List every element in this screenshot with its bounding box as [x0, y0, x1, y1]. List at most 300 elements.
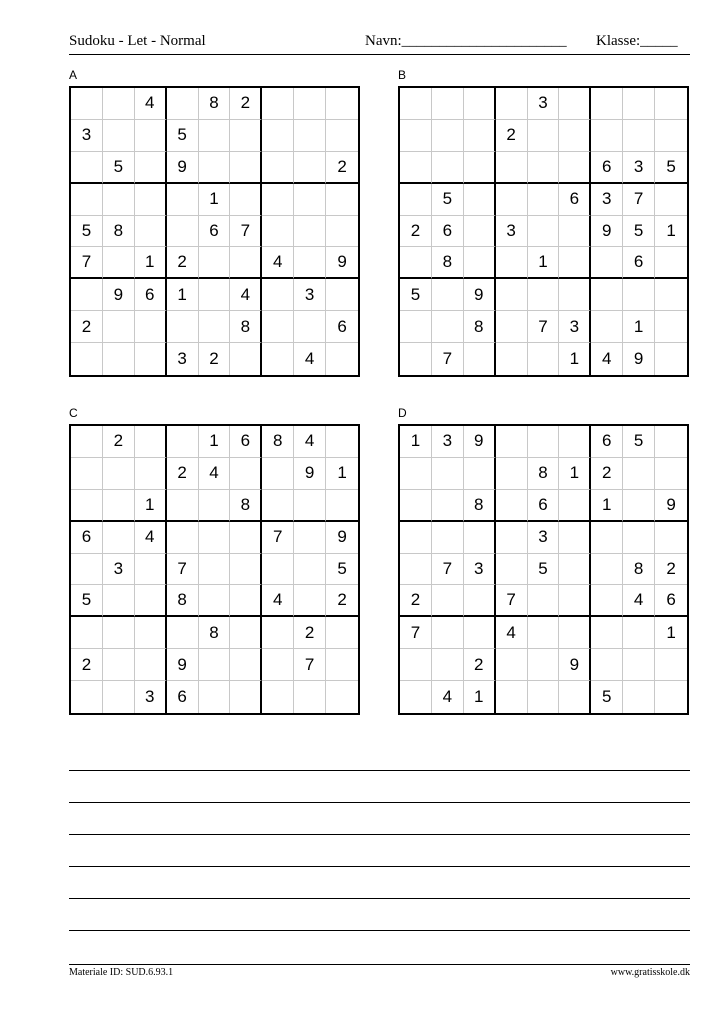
sudoku-cell[interactable]: 9: [464, 279, 496, 311]
sudoku-cell[interactable]: [135, 311, 167, 343]
sudoku-cell[interactable]: [432, 649, 464, 681]
sudoku-cell[interactable]: [655, 458, 687, 490]
sudoku-cell[interactable]: [326, 681, 358, 713]
sudoku-cell[interactable]: 5: [71, 585, 103, 617]
sudoku-cell[interactable]: 2: [103, 426, 135, 458]
sudoku-cell[interactable]: 4: [135, 522, 167, 554]
sudoku-cell[interactable]: 7: [432, 343, 464, 375]
sudoku-cell[interactable]: 8: [230, 490, 262, 522]
sudoku-cell[interactable]: [400, 152, 432, 184]
sudoku-cell[interactable]: [528, 585, 560, 617]
sudoku-cell[interactable]: [400, 343, 432, 375]
sudoku-cell[interactable]: [496, 490, 528, 522]
sudoku-cell[interactable]: [230, 681, 262, 713]
sudoku-cell[interactable]: [326, 279, 358, 311]
sudoku-cell[interactable]: [559, 152, 591, 184]
sudoku-cell[interactable]: [496, 649, 528, 681]
sudoku-cell[interactable]: 8: [623, 554, 655, 586]
sudoku-cell[interactable]: 1: [655, 216, 687, 248]
sudoku-cell[interactable]: 7: [294, 649, 326, 681]
sudoku-cell[interactable]: 2: [294, 617, 326, 649]
sudoku-cell[interactable]: [199, 120, 231, 152]
sudoku-cell[interactable]: [464, 247, 496, 279]
sudoku-cell[interactable]: 1: [655, 617, 687, 649]
sudoku-cell[interactable]: 8: [464, 490, 496, 522]
sudoku-cell[interactable]: [326, 426, 358, 458]
sudoku-cell[interactable]: [71, 426, 103, 458]
sudoku-cell[interactable]: 1: [135, 247, 167, 279]
sudoku-cell[interactable]: 7: [623, 184, 655, 216]
sudoku-cell[interactable]: [71, 279, 103, 311]
sudoku-cell[interactable]: 3: [294, 279, 326, 311]
sudoku-cell[interactable]: [71, 554, 103, 586]
sudoku-cell[interactable]: 1: [559, 458, 591, 490]
sudoku-cell[interactable]: [230, 120, 262, 152]
sudoku-cell[interactable]: 7: [230, 216, 262, 248]
sudoku-cell[interactable]: 4: [496, 617, 528, 649]
sudoku-cell[interactable]: [655, 279, 687, 311]
sudoku-cell[interactable]: [591, 247, 623, 279]
sudoku-cell[interactable]: 3: [167, 343, 199, 375]
sudoku-cell[interactable]: [528, 120, 560, 152]
sudoku-cell[interactable]: 1: [135, 490, 167, 522]
sudoku-cell[interactable]: [559, 426, 591, 458]
sudoku-cell[interactable]: [496, 554, 528, 586]
sudoku-cell[interactable]: 6: [623, 247, 655, 279]
sudoku-cell[interactable]: 4: [294, 426, 326, 458]
sudoku-cell[interactable]: [135, 216, 167, 248]
sudoku-cell[interactable]: [326, 343, 358, 375]
sudoku-cell[interactable]: [135, 617, 167, 649]
sudoku-cell[interactable]: 6: [167, 681, 199, 713]
sudoku-cell[interactable]: [167, 311, 199, 343]
sudoku-cell[interactable]: [230, 152, 262, 184]
sudoku-cell[interactable]: [262, 649, 294, 681]
sudoku-cell[interactable]: 2: [167, 247, 199, 279]
sudoku-cell[interactable]: [326, 184, 358, 216]
sudoku-cell[interactable]: [103, 617, 135, 649]
sudoku-cell[interactable]: [528, 184, 560, 216]
sudoku-cell[interactable]: 5: [432, 184, 464, 216]
sudoku-cell[interactable]: 4: [623, 585, 655, 617]
sudoku-cell[interactable]: [400, 88, 432, 120]
sudoku-cell[interactable]: [464, 152, 496, 184]
sudoku-cell[interactable]: [326, 490, 358, 522]
sudoku-cell[interactable]: 6: [199, 216, 231, 248]
sudoku-cell[interactable]: [528, 617, 560, 649]
sudoku-cell[interactable]: [432, 311, 464, 343]
sudoku-cell[interactable]: [400, 247, 432, 279]
sudoku-cell[interactable]: 1: [528, 247, 560, 279]
sudoku-cell[interactable]: [135, 184, 167, 216]
sudoku-cell[interactable]: [559, 247, 591, 279]
sudoku-cell[interactable]: 2: [400, 585, 432, 617]
sudoku-cell[interactable]: [559, 88, 591, 120]
sudoku-cell[interactable]: [199, 279, 231, 311]
sudoku-cell[interactable]: 7: [400, 617, 432, 649]
sudoku-cell[interactable]: [528, 343, 560, 375]
sudoku-cell[interactable]: [496, 458, 528, 490]
sudoku-cell[interactable]: 2: [71, 311, 103, 343]
sudoku-cell[interactable]: [432, 490, 464, 522]
sudoku-cell[interactable]: [655, 343, 687, 375]
sudoku-cell[interactable]: [230, 554, 262, 586]
sudoku-cell[interactable]: 3: [528, 88, 560, 120]
sudoku-cell[interactable]: 9: [591, 216, 623, 248]
sudoku-cell[interactable]: [464, 216, 496, 248]
sudoku-cell[interactable]: [294, 216, 326, 248]
sudoku-cell[interactable]: 3: [432, 426, 464, 458]
sudoku-cell[interactable]: [135, 585, 167, 617]
sudoku-cell[interactable]: 3: [464, 554, 496, 586]
sudoku-cell[interactable]: [591, 617, 623, 649]
sudoku-cell[interactable]: [591, 311, 623, 343]
sudoku-cell[interactable]: 1: [400, 426, 432, 458]
sudoku-cell[interactable]: 6: [655, 585, 687, 617]
sudoku-cell[interactable]: 1: [591, 490, 623, 522]
sudoku-cell[interactable]: 8: [167, 585, 199, 617]
sudoku-cell[interactable]: 2: [496, 120, 528, 152]
sudoku-cell[interactable]: 2: [167, 458, 199, 490]
sudoku-cell[interactable]: [262, 311, 294, 343]
sudoku-cell[interactable]: [655, 311, 687, 343]
sudoku-cell[interactable]: [71, 343, 103, 375]
sudoku-cell[interactable]: [623, 617, 655, 649]
sudoku-cell[interactable]: [496, 88, 528, 120]
sudoku-cell[interactable]: 3: [135, 681, 167, 713]
sudoku-cell[interactable]: [432, 585, 464, 617]
sudoku-cell[interactable]: 8: [199, 617, 231, 649]
sudoku-cell[interactable]: [559, 216, 591, 248]
sudoku-cell[interactable]: 7: [262, 522, 294, 554]
sudoku-cell[interactable]: [326, 88, 358, 120]
sudoku-cell[interactable]: [655, 88, 687, 120]
sudoku-cell[interactable]: [71, 458, 103, 490]
sudoku-cell[interactable]: [400, 490, 432, 522]
sudoku-cell[interactable]: 3: [559, 311, 591, 343]
sudoku-cell[interactable]: [464, 522, 496, 554]
sudoku-cell[interactable]: [591, 554, 623, 586]
sudoku-cell[interactable]: [294, 247, 326, 279]
sudoku-cell[interactable]: 4: [262, 247, 294, 279]
sudoku-cell[interactable]: [655, 426, 687, 458]
sudoku-cell[interactable]: [400, 681, 432, 713]
sudoku-cell[interactable]: [464, 585, 496, 617]
sudoku-cell[interactable]: [167, 216, 199, 248]
sudoku-cell[interactable]: [103, 681, 135, 713]
sudoku-cell[interactable]: [496, 681, 528, 713]
sudoku-cell[interactable]: [559, 120, 591, 152]
sudoku-cell[interactable]: [230, 247, 262, 279]
sudoku-cell[interactable]: [496, 311, 528, 343]
sudoku-cell[interactable]: 5: [167, 120, 199, 152]
sudoku-cell[interactable]: [294, 152, 326, 184]
sudoku-cell[interactable]: [199, 522, 231, 554]
sudoku-cell[interactable]: [199, 585, 231, 617]
sudoku-cell[interactable]: [135, 152, 167, 184]
sudoku-cell[interactable]: [496, 152, 528, 184]
sudoku-cell[interactable]: 6: [591, 152, 623, 184]
sudoku-cell[interactable]: [591, 585, 623, 617]
sudoku-cell[interactable]: [496, 247, 528, 279]
sudoku-cell[interactable]: [432, 152, 464, 184]
sudoku-cell[interactable]: 2: [199, 343, 231, 375]
sudoku-cell[interactable]: 4: [432, 681, 464, 713]
sudoku-cell[interactable]: [262, 88, 294, 120]
sudoku-cell[interactable]: [262, 617, 294, 649]
sudoku-cell[interactable]: 6: [432, 216, 464, 248]
sudoku-cell[interactable]: [167, 88, 199, 120]
sudoku-cell[interactable]: [326, 216, 358, 248]
sudoku-cell[interactable]: [432, 458, 464, 490]
sudoku-cell[interactable]: [103, 343, 135, 375]
sudoku-cell[interactable]: [591, 522, 623, 554]
sudoku-cell[interactable]: [559, 585, 591, 617]
sudoku-cell[interactable]: 4: [262, 585, 294, 617]
sudoku-cell[interactable]: 3: [71, 120, 103, 152]
sudoku-cell[interactable]: [432, 617, 464, 649]
sudoku-cell[interactable]: 5: [528, 554, 560, 586]
sudoku-cell[interactable]: [294, 88, 326, 120]
sudoku-cell[interactable]: 5: [326, 554, 358, 586]
sudoku-cell[interactable]: [262, 184, 294, 216]
sudoku-cell[interactable]: [103, 311, 135, 343]
sudoku-cell[interactable]: 7: [496, 585, 528, 617]
sudoku-cell[interactable]: [623, 458, 655, 490]
sudoku-cell[interactable]: [623, 120, 655, 152]
sudoku-cell[interactable]: [400, 522, 432, 554]
sudoku-cell[interactable]: [230, 343, 262, 375]
sudoku-cell[interactable]: 8: [199, 88, 231, 120]
sudoku-cell[interactable]: 1: [199, 426, 231, 458]
sudoku-cell[interactable]: 4: [230, 279, 262, 311]
sudoku-cell[interactable]: 2: [71, 649, 103, 681]
sudoku-cell[interactable]: 3: [496, 216, 528, 248]
sudoku-cell[interactable]: [400, 120, 432, 152]
sudoku-cell[interactable]: 7: [432, 554, 464, 586]
sudoku-cell[interactable]: 5: [623, 426, 655, 458]
sudoku-cell[interactable]: [262, 458, 294, 490]
sudoku-cell[interactable]: [655, 184, 687, 216]
sudoku-cell[interactable]: [262, 343, 294, 375]
sudoku-cell[interactable]: 4: [199, 458, 231, 490]
sudoku-cell[interactable]: [400, 311, 432, 343]
sudoku-cell[interactable]: [326, 617, 358, 649]
sudoku-cell[interactable]: 6: [591, 426, 623, 458]
sudoku-cell[interactable]: 2: [400, 216, 432, 248]
sudoku-cell[interactable]: [135, 458, 167, 490]
sudoku-cell[interactable]: 9: [464, 426, 496, 458]
sudoku-cell[interactable]: 4: [591, 343, 623, 375]
sudoku-cell[interactable]: 9: [326, 247, 358, 279]
sudoku-cell[interactable]: [135, 554, 167, 586]
sudoku-cell[interactable]: [655, 247, 687, 279]
sudoku-cell[interactable]: [623, 649, 655, 681]
sudoku-cell[interactable]: [230, 585, 262, 617]
sudoku-cell[interactable]: [71, 617, 103, 649]
sudoku-cell[interactable]: 2: [655, 554, 687, 586]
sudoku-cell[interactable]: 4: [135, 88, 167, 120]
sudoku-cell[interactable]: 9: [655, 490, 687, 522]
sudoku-cell[interactable]: 9: [623, 343, 655, 375]
sudoku-cell[interactable]: [655, 681, 687, 713]
sudoku-cell[interactable]: [294, 585, 326, 617]
sudoku-cell[interactable]: [199, 247, 231, 279]
sudoku-cell[interactable]: 8: [262, 426, 294, 458]
sudoku-cell[interactable]: [167, 522, 199, 554]
sudoku-cell[interactable]: [559, 681, 591, 713]
sudoku-cell[interactable]: 5: [591, 681, 623, 713]
sudoku-cell[interactable]: [326, 120, 358, 152]
sudoku-cell[interactable]: [294, 522, 326, 554]
sudoku-cell[interactable]: 2: [464, 649, 496, 681]
sudoku-cell[interactable]: [71, 184, 103, 216]
sudoku-cell[interactable]: 3: [623, 152, 655, 184]
sudoku-cell[interactable]: [528, 681, 560, 713]
sudoku-cell[interactable]: 7: [528, 311, 560, 343]
sudoku-cell[interactable]: [135, 649, 167, 681]
sudoku-cell[interactable]: 3: [528, 522, 560, 554]
sudoku-cell[interactable]: [623, 681, 655, 713]
sudoku-cell[interactable]: [135, 426, 167, 458]
sudoku-cell[interactable]: [103, 120, 135, 152]
sudoku-cell[interactable]: 6: [71, 522, 103, 554]
sudoku-cell[interactable]: [199, 152, 231, 184]
sudoku-cell[interactable]: 4: [294, 343, 326, 375]
sudoku-cell[interactable]: 2: [591, 458, 623, 490]
sudoku-cell[interactable]: 5: [655, 152, 687, 184]
sudoku-cell[interactable]: 8: [528, 458, 560, 490]
sudoku-cell[interactable]: [464, 617, 496, 649]
sudoku-cell[interactable]: [559, 490, 591, 522]
sudoku-cell[interactable]: 1: [326, 458, 358, 490]
sudoku-cell[interactable]: [496, 343, 528, 375]
sudoku-cell[interactable]: 1: [559, 343, 591, 375]
sudoku-cell[interactable]: [559, 554, 591, 586]
sudoku-cell[interactable]: [199, 554, 231, 586]
sudoku-cell[interactable]: [262, 490, 294, 522]
sudoku-cell[interactable]: [103, 458, 135, 490]
sudoku-cell[interactable]: 9: [294, 458, 326, 490]
sudoku-cell[interactable]: [167, 184, 199, 216]
sudoku-cell[interactable]: [400, 649, 432, 681]
sudoku-cell[interactable]: [528, 152, 560, 184]
sudoku-cell[interactable]: 6: [559, 184, 591, 216]
sudoku-cell[interactable]: [400, 184, 432, 216]
sudoku-cell[interactable]: [199, 311, 231, 343]
sudoku-cell[interactable]: 9: [559, 649, 591, 681]
sudoku-cell[interactable]: [167, 490, 199, 522]
sudoku-cell[interactable]: 9: [167, 649, 199, 681]
sudoku-cell[interactable]: [103, 88, 135, 120]
sudoku-cell[interactable]: 5: [103, 152, 135, 184]
sudoku-cell[interactable]: [262, 120, 294, 152]
sudoku-cell[interactable]: 8: [230, 311, 262, 343]
sudoku-cell[interactable]: [230, 458, 262, 490]
sudoku-cell[interactable]: [199, 490, 231, 522]
sudoku-cell[interactable]: [591, 649, 623, 681]
sudoku-cell[interactable]: [230, 649, 262, 681]
sudoku-cell[interactable]: [167, 426, 199, 458]
sudoku-cell[interactable]: [103, 247, 135, 279]
sudoku-cell[interactable]: 6: [135, 279, 167, 311]
sudoku-cell[interactable]: 6: [230, 426, 262, 458]
sudoku-cell[interactable]: [71, 152, 103, 184]
sudoku-cell[interactable]: [103, 184, 135, 216]
sudoku-cell[interactable]: [528, 426, 560, 458]
sudoku-cell[interactable]: [103, 522, 135, 554]
sudoku-cell[interactable]: 9: [103, 279, 135, 311]
sudoku-cell[interactable]: 7: [71, 247, 103, 279]
sudoku-cell[interactable]: [432, 279, 464, 311]
sudoku-cell[interactable]: [294, 311, 326, 343]
sudoku-cell[interactable]: [294, 120, 326, 152]
sudoku-cell[interactable]: [496, 522, 528, 554]
sudoku-cell[interactable]: [135, 343, 167, 375]
sudoku-cell[interactable]: 6: [528, 490, 560, 522]
sudoku-cell[interactable]: [464, 458, 496, 490]
sudoku-cell[interactable]: [528, 649, 560, 681]
sudoku-cell[interactable]: [559, 617, 591, 649]
sudoku-cell[interactable]: [464, 120, 496, 152]
sudoku-cell[interactable]: 2: [230, 88, 262, 120]
sudoku-cell[interactable]: [591, 88, 623, 120]
sudoku-cell[interactable]: [103, 649, 135, 681]
sudoku-cell[interactable]: [294, 681, 326, 713]
sudoku-cell[interactable]: [464, 184, 496, 216]
sudoku-cell[interactable]: [135, 120, 167, 152]
sudoku-cell[interactable]: [623, 522, 655, 554]
sudoku-cell[interactable]: [262, 554, 294, 586]
sudoku-cell[interactable]: [167, 617, 199, 649]
sudoku-cell[interactable]: 3: [591, 184, 623, 216]
sudoku-cell[interactable]: [432, 120, 464, 152]
sudoku-cell[interactable]: 2: [326, 585, 358, 617]
sudoku-cell[interactable]: [400, 458, 432, 490]
sudoku-cell[interactable]: [432, 522, 464, 554]
sudoku-cell[interactable]: 9: [167, 152, 199, 184]
sudoku-cell[interactable]: 7: [167, 554, 199, 586]
sudoku-cell[interactable]: 8: [432, 247, 464, 279]
sudoku-cell[interactable]: [496, 279, 528, 311]
sudoku-cell[interactable]: 5: [623, 216, 655, 248]
sudoku-cell[interactable]: [294, 490, 326, 522]
sudoku-cell[interactable]: [103, 585, 135, 617]
sudoku-cell[interactable]: [496, 426, 528, 458]
sudoku-cell[interactable]: 5: [400, 279, 432, 311]
sudoku-cell[interactable]: 2: [326, 152, 358, 184]
sudoku-cell[interactable]: 1: [199, 184, 231, 216]
sudoku-cell[interactable]: [71, 88, 103, 120]
sudoku-cell[interactable]: [294, 184, 326, 216]
sudoku-cell[interactable]: [559, 279, 591, 311]
sudoku-cell[interactable]: [71, 490, 103, 522]
sudoku-cell[interactable]: [623, 279, 655, 311]
sudoku-cell[interactable]: 8: [464, 311, 496, 343]
sudoku-cell[interactable]: 6: [326, 311, 358, 343]
sudoku-cell[interactable]: [262, 279, 294, 311]
sudoku-cell[interactable]: 1: [623, 311, 655, 343]
sudoku-cell[interactable]: [559, 522, 591, 554]
sudoku-cell[interactable]: [496, 184, 528, 216]
sudoku-cell[interactable]: [464, 88, 496, 120]
sudoku-cell[interactable]: [591, 120, 623, 152]
sudoku-cell[interactable]: [655, 649, 687, 681]
sudoku-cell[interactable]: 8: [103, 216, 135, 248]
sudoku-cell[interactable]: [655, 120, 687, 152]
sudoku-cell[interactable]: [326, 649, 358, 681]
sudoku-cell[interactable]: [432, 88, 464, 120]
